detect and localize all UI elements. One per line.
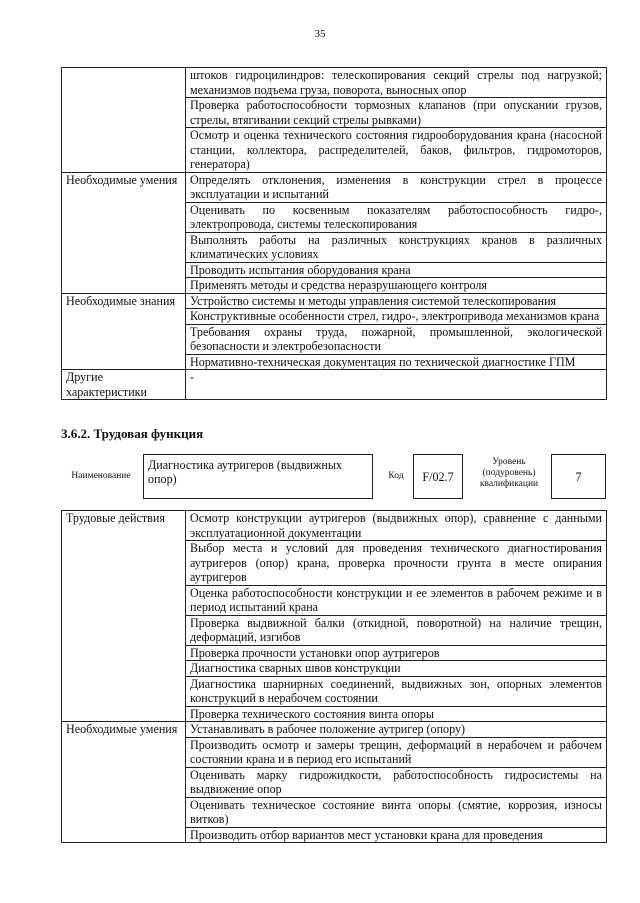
function-code: F/02.7	[422, 470, 454, 484]
page-number: 35	[314, 28, 326, 40]
row-item-text: Оценка работоспособности конструкции и ее элементов в рабочем режиме и в период испытаний крана	[186, 585, 607, 615]
row-item-text: Выбор места и условий для проведения технического диагностирования аутригеров (опор) крана, проверка прочности грунта в месте опирания аутригеров	[186, 541, 607, 586]
row-item-text: Производить отбор вариантов мест установки крана для проведения	[186, 827, 607, 843]
row-item-text: Осмотр конструкции аутригеров (выдвижных опор), сравнение с данными эксплуатационной документации	[186, 511, 607, 541]
function-header	[61, 454, 606, 504]
qualification-level: 7	[575, 470, 582, 484]
row-item-text: Производить осмотр и замеры трещин, деформаций в нерабочем и рабочем состоянии крана и в период его испытаний	[186, 737, 607, 767]
row-item-text: Проверка прочности установки опор аутригеров	[186, 645, 607, 661]
code-label: Код	[388, 471, 404, 481]
row-item-text: Конструктивные особенности стрел, гидро-, электропривода механизмов крана	[186, 309, 607, 325]
table-row	[62, 722, 607, 738]
row-item-text: Диагностика шарнирных соединений, выдвижных зон, опорных элементов конструкций в нерабочем состоянии	[186, 676, 607, 706]
table2-body	[62, 511, 607, 843]
row-item-text: Устройство системы и методы управления системой телескопирования	[186, 293, 607, 309]
level-label: Уровень (подуровень) квалификации	[479, 457, 539, 489]
function-name: Диагностика аутригеров (выдвижных опор)	[148, 458, 343, 486]
row-item-text: Проверка технического состояния винта опоры	[186, 706, 607, 722]
row-item-text: -	[186, 370, 607, 400]
row-item-text: Применять методы и средства неразрушающего контроля	[186, 278, 607, 294]
row-item-text: Устанавливать в рабочее положение аутригер (опору)	[186, 722, 607, 738]
row-item-text: Оценивать по косвенным показателям работоспособность гидро-, электропровода, системы телескопирования	[186, 202, 607, 232]
row-item-text: Нормативно-техническая документация по технической диагностике ГПМ	[186, 354, 607, 370]
row-item-text: Диагностика сварных швов конструкции	[186, 661, 607, 677]
row-item-text: Проверка работоспособности тормозных клапанов (при опускании грузов, стрелы, втягивании секций стрелы рывками)	[186, 98, 607, 128]
code-box	[413, 454, 463, 499]
name-box	[143, 454, 373, 499]
level-box	[551, 454, 606, 499]
row-item-text: Осмотр и оценка технического состояния гидрооборудования крана (насосной станции, коллектора, распределителей, баков, фильтров, гидромоторов, генератора)	[186, 128, 607, 173]
table-competencies-continued	[61, 67, 607, 400]
row-item-text: Проверка выдвижной балки (откидной, поворотной) на наличие трещин, деформаций, изгибов	[186, 615, 607, 645]
section-heading: 3.6.2. Трудовая функция	[61, 426, 204, 441]
row-item-text: Определять отклонения, изменения в конструкции стрел в процессе эксплуатации и испытаний	[186, 172, 607, 202]
row-item-text: Требования охраны труда, пожарной, промышленной, экологической безопасности и электробезопасности	[186, 324, 607, 354]
row-item-text: Оценивать техническое состояние винта опоры (смятие, коррозия, износы витков)	[186, 797, 607, 827]
row-item-text: штоков гидроцилиндров: телескопирования секций стрелы под нагрузкой; механизмов подъема груза, поворота, выносных опор	[186, 68, 607, 98]
row-category-label: Трудовые действия	[62, 511, 186, 722]
row-category-label	[62, 68, 186, 173]
row-item-text: Проводить испытания оборудования крана	[186, 262, 607, 278]
table-row	[62, 68, 607, 98]
table-row	[62, 293, 607, 309]
table-row	[62, 511, 607, 541]
row-item-text: Выполнять работы на различных конструкциях кранов в различных климатических условиях	[186, 232, 607, 262]
row-item-text: Оценивать марку гидрожидкости, работоспособность гидросистемы на выдвижение опор	[186, 767, 607, 797]
row-category-label: Необходимые умения	[62, 172, 186, 293]
row-category-label: Другие характеристики	[62, 370, 186, 400]
table-labor-actions	[61, 510, 607, 843]
table1-body	[62, 68, 607, 400]
table-row	[62, 172, 607, 202]
row-category-label: Необходимые знания	[62, 293, 186, 370]
row-category-label: Необходимые умения	[62, 722, 186, 843]
name-label: Наименование	[71, 471, 131, 481]
table-row	[62, 370, 607, 400]
